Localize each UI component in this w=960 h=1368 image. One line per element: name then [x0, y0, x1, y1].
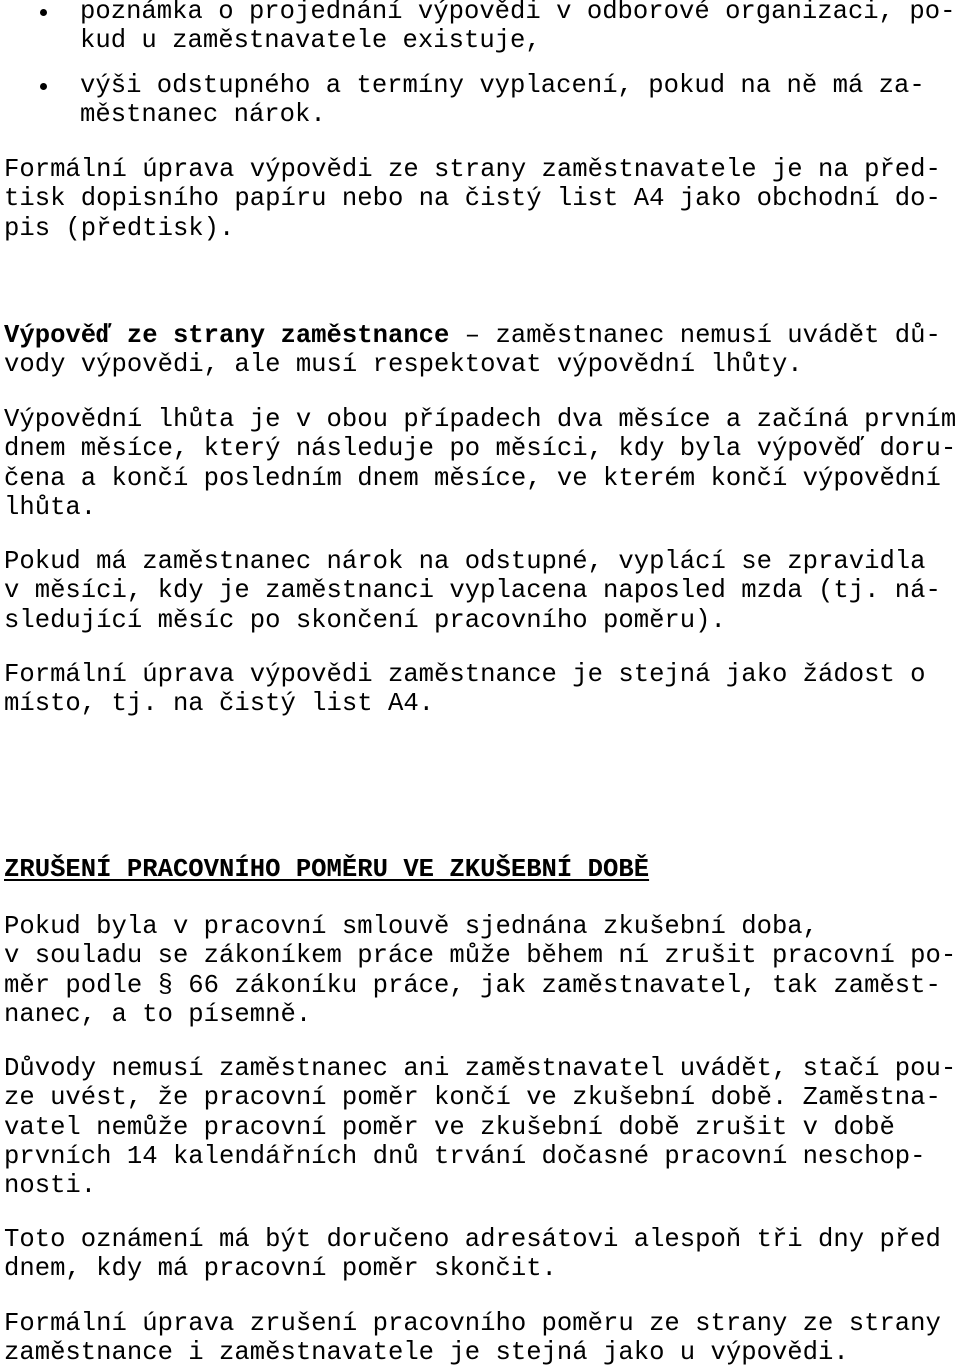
section-heading: ZRUŠENÍ PRACOVNÍHO POMĚRU VE ZKUŠEBNÍ DOBĚ: [4, 855, 650, 884]
text-line: Důvody nemusí zaměstnanec ani zaměstnavatel uvádět, stačí pou-: [4, 1054, 957, 1083]
text-line: Formální úprava zrušení pracovního poměru ze strany ze strany: [4, 1309, 941, 1338]
bullet-item: [80, 71, 925, 130]
text-line: tisk dopisního papíru nebo na čistý list A4 jako obchodní do-: [4, 184, 941, 214]
paragraph-probation-intro: [4, 912, 960, 1029]
text-line: lhůta.: [4, 492, 97, 522]
text-line: Formální úprava výpovědi ze strany zaměstnavatele je na před-: [4, 155, 941, 184]
paragraph-employee-notice: [4, 321, 960, 380]
paragraph-formal-employee: [4, 660, 960, 719]
text-line: sledující měsíc po skončení pracovního poměru).: [4, 605, 726, 635]
text-line: vody výpovědi, ale musí respektovat výpovědní lhůty.: [4, 350, 803, 380]
text-line: nosti.: [4, 1171, 97, 1201]
text-line: Pokud byla v pracovní smlouvě sjednána zkušební doba,: [4, 912, 819, 941]
text-line: poznámka o projednání výpovědi v odborové organizaci, po-: [80, 0, 956, 26]
text-line: pis (předtisk).: [4, 213, 235, 243]
text-line: vatel nemůže pracovní poměr ve zkušební době zrušit v době: [4, 1112, 895, 1142]
bullet-item: [80, 0, 955, 56]
text-line: zaměstnance i zaměstnavatele je stejná jako u výpovědi.: [4, 1338, 849, 1368]
text-line: nanec, a to písemně.: [4, 999, 312, 1029]
text-line: [4, 321, 960, 350]
text-line: městnanec nárok.: [80, 100, 326, 130]
text-line: Toto oznámení má být doručeno adresátovi alespoň tři dny před: [4, 1225, 941, 1254]
paragraph-formal-employer: [4, 155, 960, 243]
text-line: čena a končí posledním dnem měsíce, ve kterém končí výpovědní: [4, 463, 941, 493]
text-line: kud u zaměstnavatele existuje,: [80, 26, 541, 56]
text-line: v souladu se zákoníkem práce může během ní zrušit pracovní po-: [4, 941, 957, 971]
text-line: ze uvést, že pracovní poměr končí ve zkušební době. Zaměstna-: [4, 1083, 941, 1113]
bullet-dot: [40, 83, 47, 90]
text-line: měr podle § 66 zákoníku práce, jak zaměstnavatel, tak zaměst-: [4, 970, 941, 1000]
text-line: prvních 14 kalendářních dnů trvání dočasné pracovní neschop-: [4, 1141, 926, 1171]
text-segment: – zaměstnanec nemusí uvádět dů-: [449, 321, 941, 350]
paragraph-probation-formal: [4, 1309, 960, 1368]
text-line: místo, tj. na čistý list A4.: [4, 689, 435, 719]
text-line: Výpovědní lhůta je v obou případech dva měsíce a začíná prvním: [4, 405, 957, 434]
bold-lead: Výpověď ze strany zaměstnance: [4, 321, 450, 350]
paragraph-probation-delivery: [4, 1225, 960, 1284]
paragraph-severance: [4, 547, 960, 635]
paragraph-probation-reasons: [4, 1054, 960, 1200]
text-line: Pokud má zaměstnanec nárok na odstupné, vyplácí se zpravidla: [4, 547, 926, 576]
text-line: dnem, kdy má pracovní poměr skončit.: [4, 1254, 557, 1284]
paragraph-notice-period: [4, 405, 960, 522]
bullet-dot: [40, 9, 47, 16]
text-line: výši odstupného a termíny vyplacení, pokud na ně má za-: [80, 71, 925, 100]
text-line: v měsíci, kdy je zaměstnanci vyplacena naposled mzda (tj. ná-: [4, 576, 941, 606]
text-line: dnem měsíce, který následuje po měsíci, kdy byla výpověď doru-: [4, 434, 957, 464]
text-line: Formální úprava výpovědi zaměstnance je stejná jako žádost o: [4, 660, 926, 689]
